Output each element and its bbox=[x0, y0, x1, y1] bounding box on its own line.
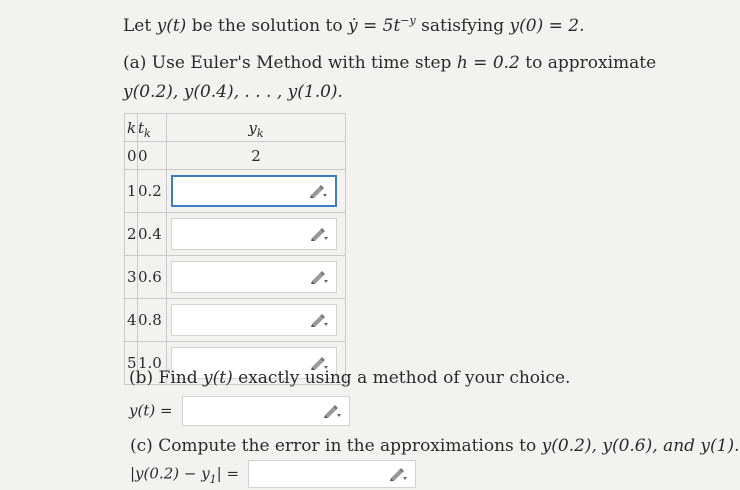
row-k: 0 bbox=[125, 142, 138, 170]
y3-input[interactable] bbox=[171, 261, 337, 293]
part-b-prefix: (b) Find bbox=[129, 368, 204, 388]
table-row bbox=[125, 256, 346, 299]
row-y-cell bbox=[167, 170, 346, 213]
row-k: 4 bbox=[125, 299, 138, 342]
part-a-suffix: to approximate bbox=[519, 53, 657, 73]
table-row bbox=[125, 142, 346, 170]
row-t: 0 bbox=[138, 142, 167, 170]
step-size: h = 0.2 bbox=[456, 53, 520, 73]
part-b-text bbox=[129, 368, 570, 388]
row-k: 2 bbox=[125, 213, 138, 256]
part-c-answer-label: |y(0.2) − y bbox=[130, 464, 210, 483]
header-y-label: y bbox=[248, 118, 257, 137]
pencil-icon[interactable] bbox=[323, 404, 341, 418]
part-a-prefix: (a) Use Euler's Method with time step bbox=[123, 53, 457, 73]
y4-input[interactable] bbox=[171, 304, 337, 336]
table-header-row bbox=[125, 114, 346, 142]
part-b-answer-row bbox=[129, 396, 350, 426]
row-t: 0.8 bbox=[138, 299, 167, 342]
row-k: 1 bbox=[125, 170, 138, 213]
y1-input[interactable] bbox=[171, 175, 337, 207]
row-k: 5 bbox=[125, 342, 138, 385]
row-t: 1.0 bbox=[138, 342, 167, 385]
table-row bbox=[125, 299, 346, 342]
header-t bbox=[138, 114, 167, 142]
part-c-prefix: (c) Compute the error in the approximations to bbox=[130, 436, 542, 456]
part-c-answer-end: | = bbox=[216, 464, 240, 483]
row-y-cell bbox=[167, 256, 346, 299]
row-t: 0.6 bbox=[138, 256, 167, 299]
intro-prefix: Let bbox=[123, 16, 157, 36]
ode-lhs: ẏ bbox=[347, 16, 358, 36]
part-c-answer-row bbox=[130, 460, 416, 488]
header-t-sub: k bbox=[144, 126, 151, 140]
pencil-icon[interactable] bbox=[310, 270, 328, 284]
part-c-answer-sub: 1 bbox=[209, 472, 217, 486]
pencil-icon[interactable] bbox=[310, 313, 328, 327]
part-c-text bbox=[130, 436, 740, 456]
part-a-line2: y(0.2), y(0.4), . . . , y(1.0). bbox=[123, 82, 343, 102]
part-b-function: y(t) bbox=[203, 368, 233, 388]
intro-suffix: satisfying bbox=[415, 16, 510, 36]
part-c-points: y(0.2), y(0.6), and y(1). bbox=[541, 436, 740, 456]
intro-function: y(t) bbox=[156, 16, 187, 36]
header-y-sub: k bbox=[256, 126, 264, 140]
pencil-icon[interactable] bbox=[309, 184, 327, 198]
table-row bbox=[125, 170, 346, 213]
initial-condition: y(0) = 2. bbox=[509, 16, 585, 36]
row-k: 3 bbox=[125, 256, 138, 299]
table-row bbox=[125, 213, 346, 256]
row-y-value: 2 bbox=[167, 142, 346, 170]
header-k: k bbox=[125, 114, 138, 142]
ode-exponent: −y bbox=[400, 14, 416, 27]
problem-statement bbox=[123, 16, 585, 36]
part-b-suffix: exactly using a method of your choice. bbox=[232, 368, 571, 388]
row-y-cell bbox=[167, 213, 346, 256]
error-input[interactable] bbox=[248, 460, 416, 488]
row-t: 0.4 bbox=[138, 213, 167, 256]
pencil-icon[interactable] bbox=[310, 227, 328, 241]
header-y bbox=[167, 114, 346, 142]
intro-mid: be the solution to bbox=[186, 16, 348, 36]
row-t: 0.2 bbox=[138, 170, 167, 213]
yt-input[interactable] bbox=[182, 396, 350, 426]
part-b-answer-label: y(t) = bbox=[129, 401, 173, 420]
pencil-icon[interactable] bbox=[389, 467, 407, 481]
euler-table bbox=[124, 113, 346, 385]
header-t-label: t bbox=[138, 118, 145, 137]
part-a-line1 bbox=[123, 53, 656, 73]
y2-input[interactable] bbox=[171, 218, 337, 250]
ode-rhs: = 5t bbox=[357, 16, 401, 36]
row-y-cell bbox=[167, 299, 346, 342]
